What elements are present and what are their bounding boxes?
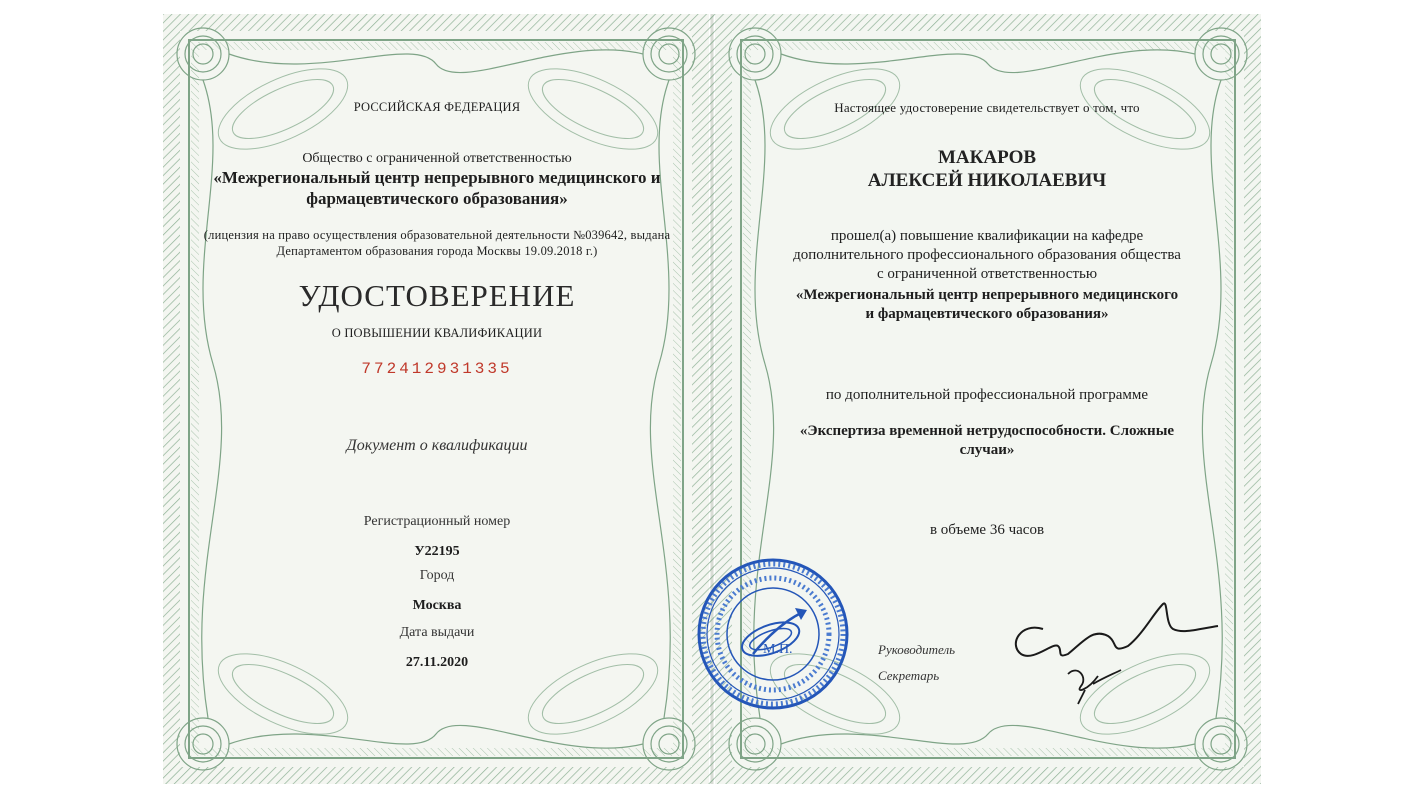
completion-line1: прошел(а) повышение квалификации на кафедре — [830, 228, 1144, 244]
certificate-scan — [163, 14, 1261, 784]
completion-line3: с ограниченной ответственностью — [876, 266, 1098, 282]
issue-date-value: 27.11.2020 — [405, 655, 469, 670]
country-name: РОССИЙСКАЯ ФЕДЕРАЦИЯ — [353, 100, 521, 114]
left-page — [163, 14, 711, 784]
secretary-label: Секретарь — [878, 668, 940, 683]
org-type: Общество с ограниченной ответственностью — [302, 151, 572, 166]
right-page — [713, 14, 1261, 784]
reg-number-label: Регистрационный номер — [363, 514, 511, 529]
program-line2: случаи» — [959, 442, 1015, 458]
reg-number-value: У22195 — [414, 544, 460, 559]
license-line2: Департаментом образования города Москвы 19.09.2018 г.) — [276, 244, 598, 258]
completion-line2: дополнительного профессионального образования общества — [793, 247, 1181, 263]
document-subtitle: О ПОВЫШЕНИИ КВАЛИФИКАЦИИ — [331, 326, 543, 340]
head-label: Руководитель — [878, 642, 956, 657]
program-label: по дополнительной профессиональной программе — [825, 387, 1149, 403]
serial-number: 772412931335 — [361, 360, 513, 378]
city-value: Москва — [412, 598, 462, 613]
document-title: УДОСТОВЕРЕНИЕ — [298, 278, 576, 313]
org-line2: и фармацевтического образования» — [865, 306, 1109, 322]
license-line1: (лицензия на право осуществления образовательной деятельности №039642, выдана — [203, 228, 671, 242]
program-line1: «Экспертиза временной нетрудоспособности. Сложные — [799, 423, 1175, 439]
org-name-line2: фармацевтического образования» — [306, 189, 568, 208]
document-type: Документ о квалификации — [346, 437, 528, 454]
intro-text: Настоящее удостоверение свидетельствует о том, что — [834, 100, 1140, 115]
issue-date-label: Дата выдачи — [399, 625, 475, 640]
org-line1: «Межрегиональный центр непрерывного медицинского — [795, 287, 1179, 303]
hours-text: в объеме 36 часов — [929, 522, 1045, 538]
holder-given-names: АЛЕКСЕЙ НИКОЛАЕВИЧ — [867, 170, 1107, 191]
seal-mark: М.П. — [763, 642, 793, 657]
holder-surname: МАКАРОВ — [937, 147, 1037, 168]
org-name-line1: «Межрегиональный центр непрерывного медицинского и — [213, 168, 661, 187]
city-label: Город — [419, 568, 455, 583]
